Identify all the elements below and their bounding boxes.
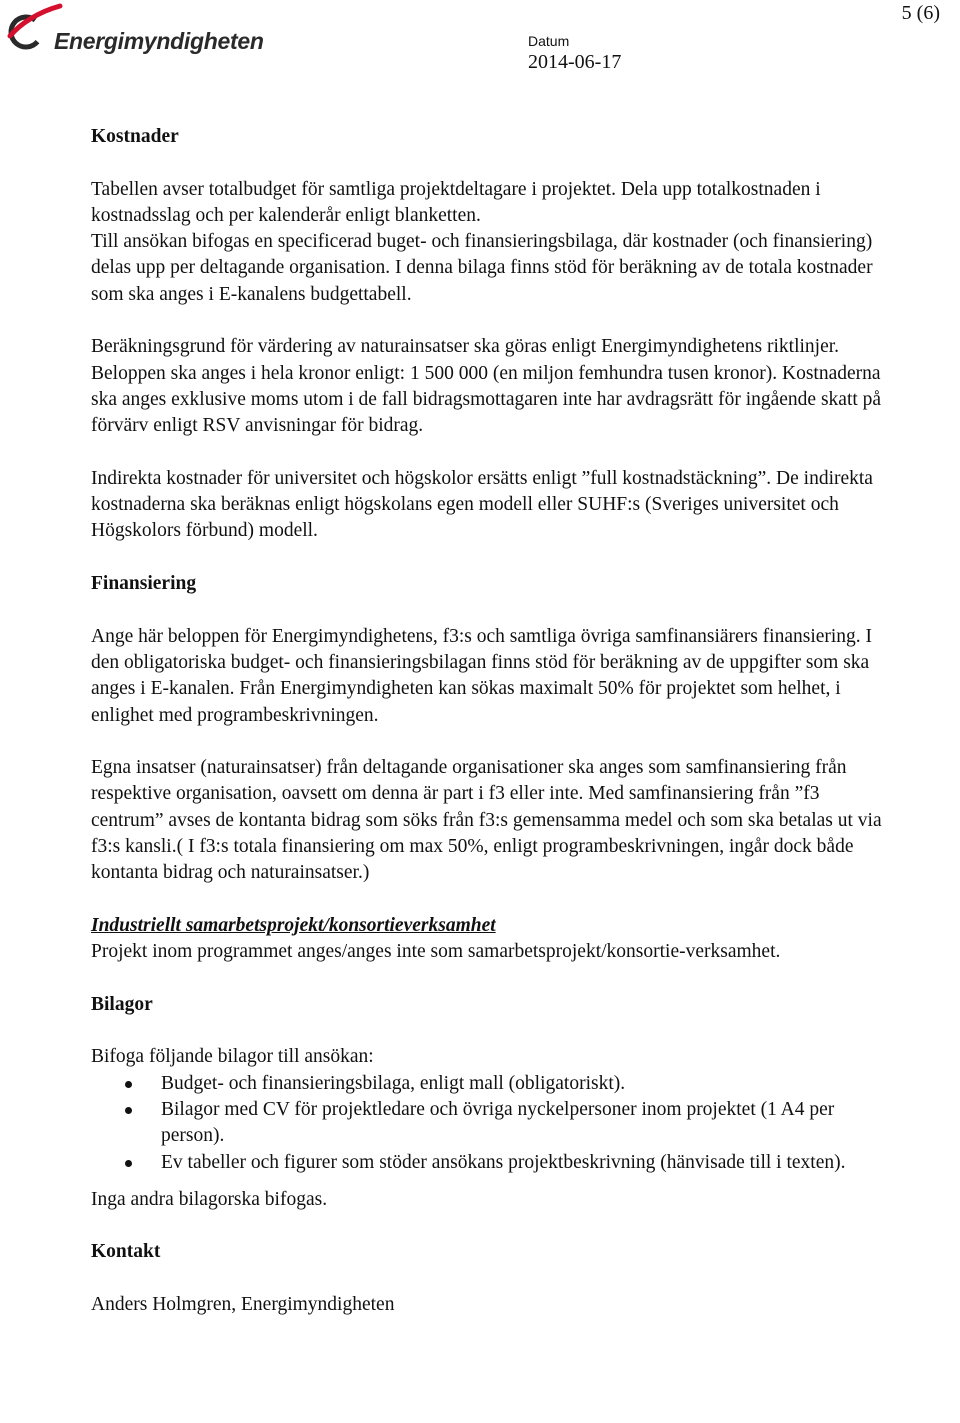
document-body bbox=[91, 124, 891, 1318]
heading-industriellt-samarbetsprojekt: Industriellt samarbetsprojekt/konsortieverksamhet bbox=[91, 914, 496, 936]
bullet-icon bbox=[125, 1107, 132, 1114]
paragraph: Inga andra bilagorska bifogas. bbox=[91, 1188, 328, 1210]
paragraph: Beräkningsgrund för värdering av naturainsatser ska göras enligt Energimyndighetens riktlinjer. Beloppen ska anges i hela kronor enligt: 1 500 000 (en miljon femhundra tusen kronor). Kostnaderna ska anges exklusive moms utom i de fall bidragsmottagaren inte har avdragsrätt för ingående skatt på förvärv enligt RSV anvisningar för bidrag. bbox=[91, 336, 882, 437]
date-value: 2014-06-17 bbox=[528, 51, 622, 73]
contact-name: Anders Holmgren, Energimyndigheten bbox=[91, 1294, 395, 1316]
bilagor-list bbox=[91, 1071, 891, 1176]
date-label: Datum bbox=[528, 33, 570, 49]
list-item bbox=[91, 1150, 891, 1176]
paragraph: Egna insatser (naturainsatser) från deltagande organisationer ska anges som samfinansiering från respektive organisation, oavsett om denna är part i f3 eller inte. Med samfinansiering från ”f3 centrum” avses de kontanta bidrag som söks från f3:s gemensamma medel och som ska betalas ut via f3:s kansli.( I f3:s totala finansiering om max 50%, enligt programbeskrivningen, ingår dock både kontanta bidrag och naturainsatser.) bbox=[91, 757, 882, 884]
heading-finansiering: Finansiering bbox=[91, 573, 197, 595]
paragraph: Indirekta kostnader för universitet och högskolor ersätts enligt ”full kostnadstäckning”. De indirekta kostnaderna ska beräknas enligt högskolans egen modell eller SUHF:s (Sveriges universitet och Högskolors förbund) modell. bbox=[91, 467, 873, 542]
heading-kostnader: Kostnader bbox=[91, 126, 179, 147]
page-number: 5 (6) bbox=[901, 2, 940, 24]
list-item-text: Bilagor med CV för projektledare och övriga nyckelpersoner inom projektet (1 A4 per person). bbox=[161, 1098, 835, 1147]
list-item bbox=[91, 1097, 891, 1150]
logo-wordmark: Energimyndigheten bbox=[54, 28, 264, 54]
list-item-text: Budget- och finansieringsbilaga, enligt mall (obligatoriskt). bbox=[161, 1072, 626, 1094]
paragraph: Projekt inom programmet anges/anges inte som samarbetsprojekt/konsortie-verksamhet. bbox=[91, 941, 781, 963]
bullet-icon bbox=[125, 1160, 132, 1167]
list-item-text: Ev tabeller och figurer som stöder ansökans projektbeskrivning (hänvisade till i texten). bbox=[161, 1151, 846, 1173]
paragraph: Bifoga följande bilagor till ansökan: bbox=[91, 1046, 374, 1068]
heading-kontakt: Kontakt bbox=[91, 1241, 161, 1263]
heading-bilagor: Bilagor bbox=[91, 993, 153, 1015]
paragraph: Till ansökan bifogas en specificerad buget- och finansieringsbilaga, där kostnader (och finansiering) delas upp per deltagande organisation. I denna bilaga finns stöd för beräkning av de totala kostnader som ska anges i E-kanalens budgettabell. bbox=[91, 231, 873, 305]
energimyndigheten-logo bbox=[4, 2, 264, 64]
list-item bbox=[91, 1071, 891, 1097]
paragraph: Tabellen avser totalbudget för samtliga projektdeltagare i projektet. Dela upp totalkostnaden i kostnadsslag och per kalenderår enligt blanketten. bbox=[91, 178, 821, 226]
bullet-icon bbox=[125, 1081, 132, 1088]
paragraph: Ange här beloppen för Energimyndighetens, f3:s och samtliga övriga samfinansiärers finansiering. I den obligatoriska budget- och finansieringsbilagan finns stöd för beräkning av de uppgifter som ska anges i E-kanalen. Från Energimyndigheten kan sökas maximalt 50% för projektet som helhet, i enlighet med programbeskrivningen. bbox=[91, 625, 873, 726]
